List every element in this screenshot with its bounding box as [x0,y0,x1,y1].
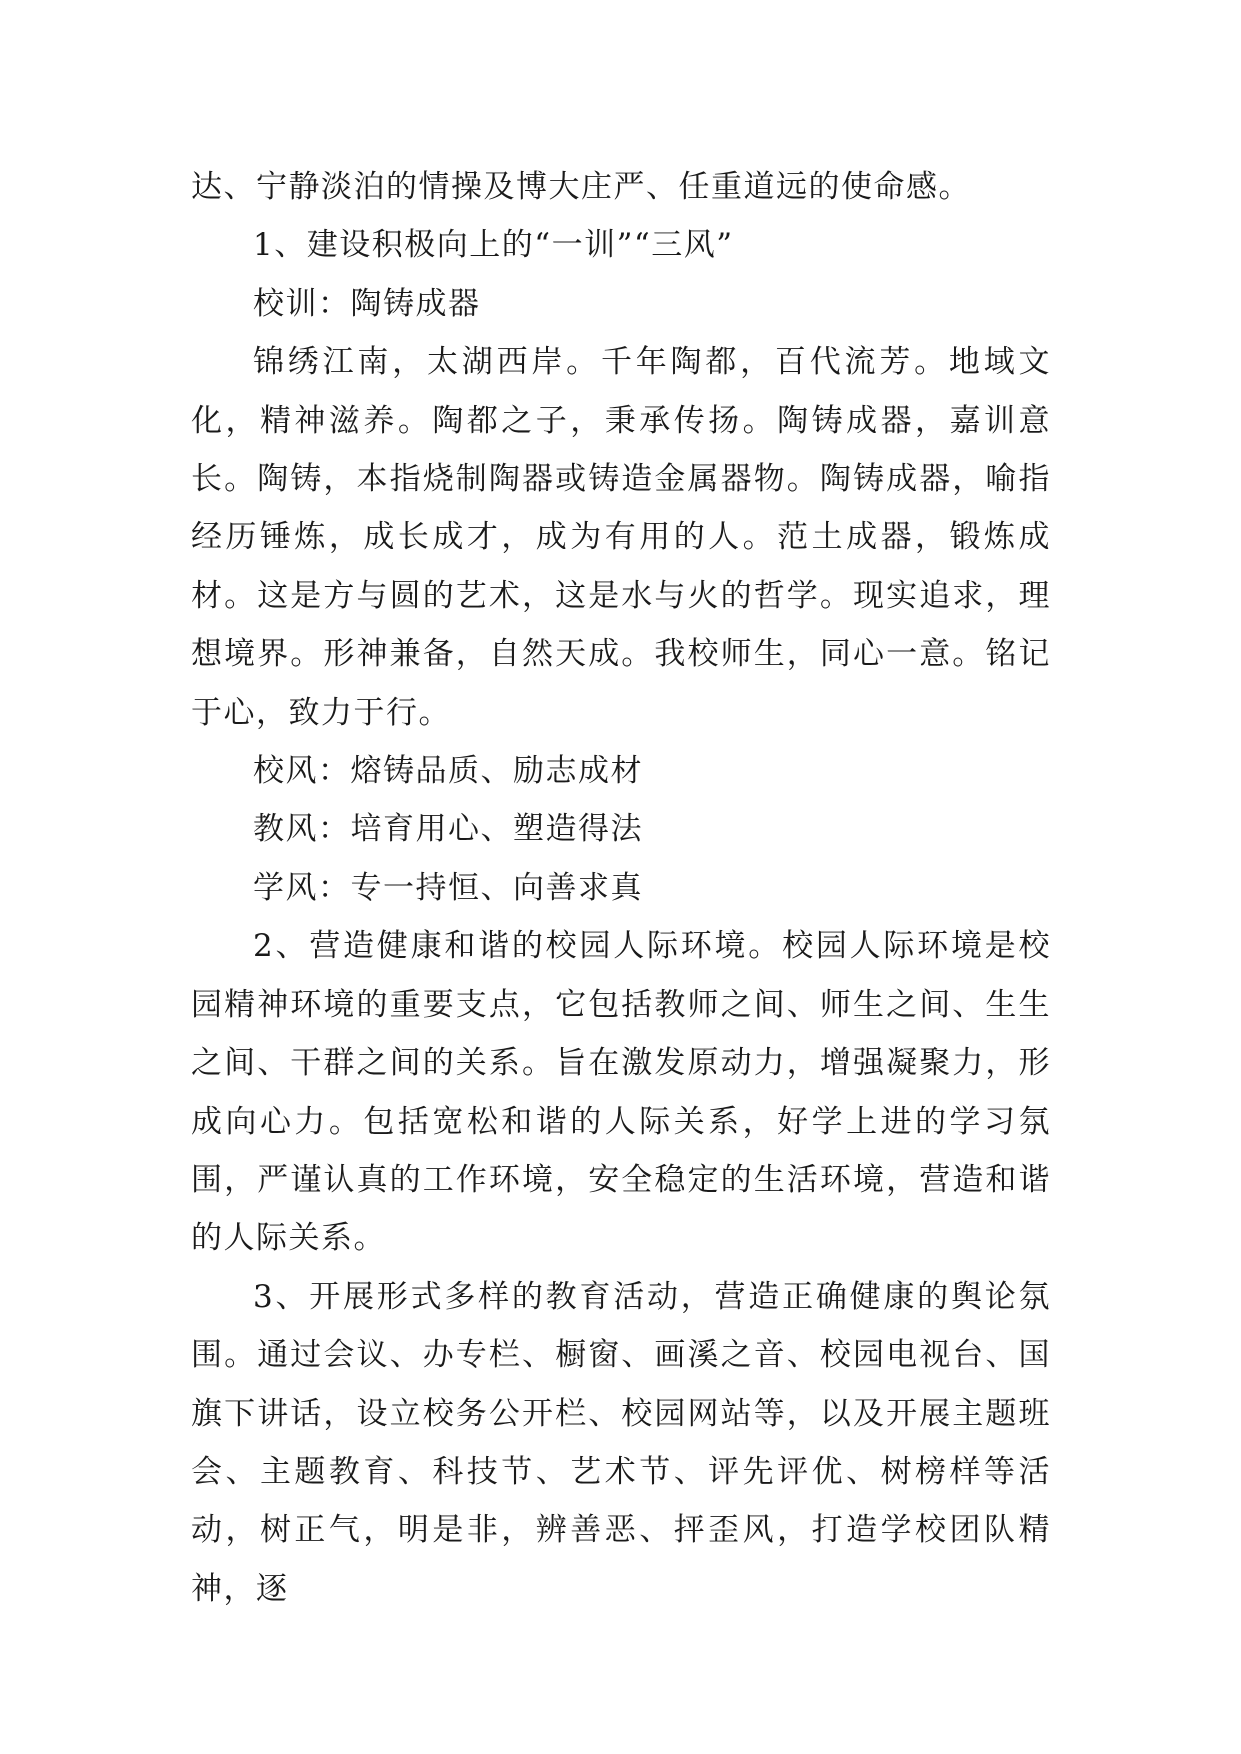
school-spirit: 校风：熔铸品质、励志成材 [253,753,643,790]
teaching-style: 教风：培育用心、塑造得法 [253,811,643,848]
document-body [191,158,1051,1618]
motto-explanation-paragraph: 锦绣江南，太湖西岸。千年陶都，百代流芳。地域文化，精神滋养。陶都之子，秉承传扬。陶铸成器，嘉训意长。陶铸，本指烧制陶器或铸造金属器物。陶铸成器，喻指经历锤炼，成长成才，成为有用的人。范土成器，锻炼成材。这是方与圆的艺术，这是水与火的哲学。现实追求，理想境界。形神兼备，自然天成。我校师生，同心一意。铭记于心，致力于行。 [191,344,1051,731]
school-motto: 校训：陶铸成器 [253,285,481,322]
study-style: 学风：专一持恒、向善求真 [253,869,643,906]
section-heading-1: 1、建设积极向上的“一训”“三风” [253,227,734,264]
section-2-paragraph: 2、营造健康和谐的校园人际环境。校园人际环境是校园精神环境的重要支点，它包括教师之间、师生之间、生生之间、干群之间的关系。旨在激发原动力，增强凝聚力，形成向心力。包括宽松和谐的人际关系，好学上进的学习氛围，严谨认真的工作环境，安全稳定的生活环境，营造和谐的人际关系。 [191,928,1051,1257]
paragraph-continuation: 达、宁静淡泊的情操及博大庄严、任重道远的使命感。 [191,169,971,205]
section-3-paragraph: 3、开展形式多样的教育活动，营造正确健康的舆论氛围。通过会议、办专栏、橱窗、画溪之音、校园电视台、国旗下讲话，设立校务公开栏、校园网站等，以及开展主题班会、主题教育、科技节、艺术节、评先评优、树榜样等活动，树正气，明是非，辨善恶、抨歪风，打造学校团队精神，逐 [191,1278,1051,1607]
